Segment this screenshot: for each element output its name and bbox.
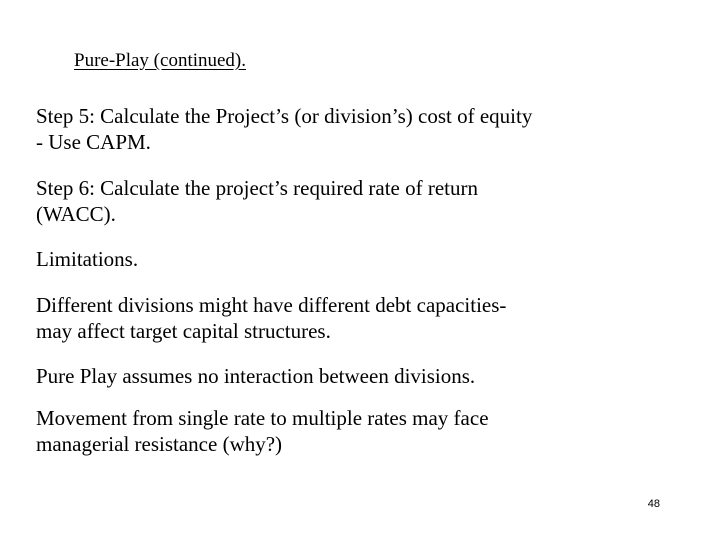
paragraph-line: - Use CAPM. (36, 130, 151, 154)
paragraph-line: may affect target capital structures. (36, 319, 331, 343)
paragraph-line: (WACC). (36, 202, 116, 226)
paragraph-step-5 (36, 103, 656, 155)
page-number: 48 (647, 498, 660, 510)
paragraph-line: Limitations. (36, 247, 139, 271)
paragraph-managerial-resistance (36, 405, 656, 457)
paragraph-debt-capacities (36, 292, 656, 344)
paragraph-step-6 (36, 175, 656, 227)
paragraph-limitations-heading (36, 246, 656, 272)
paragraph-line: Step 6: Calculate the project’s required rate of return (36, 176, 478, 200)
paragraph-line: managerial resistance (why?) (36, 432, 283, 456)
slide-title: Pure-Play (continued). (74, 50, 247, 71)
paragraph-line: Step 5: Calculate the Project’s (or division’s) cost of equity (36, 104, 533, 128)
paragraph-line: Movement from single rate to multiple rates may face (36, 406, 489, 430)
paragraph-line: Pure Play assumes no interaction between divisions. (36, 364, 476, 388)
paragraph-line: Different divisions might have different debt capacities- (36, 293, 507, 317)
paragraph-no-interaction (36, 363, 656, 389)
